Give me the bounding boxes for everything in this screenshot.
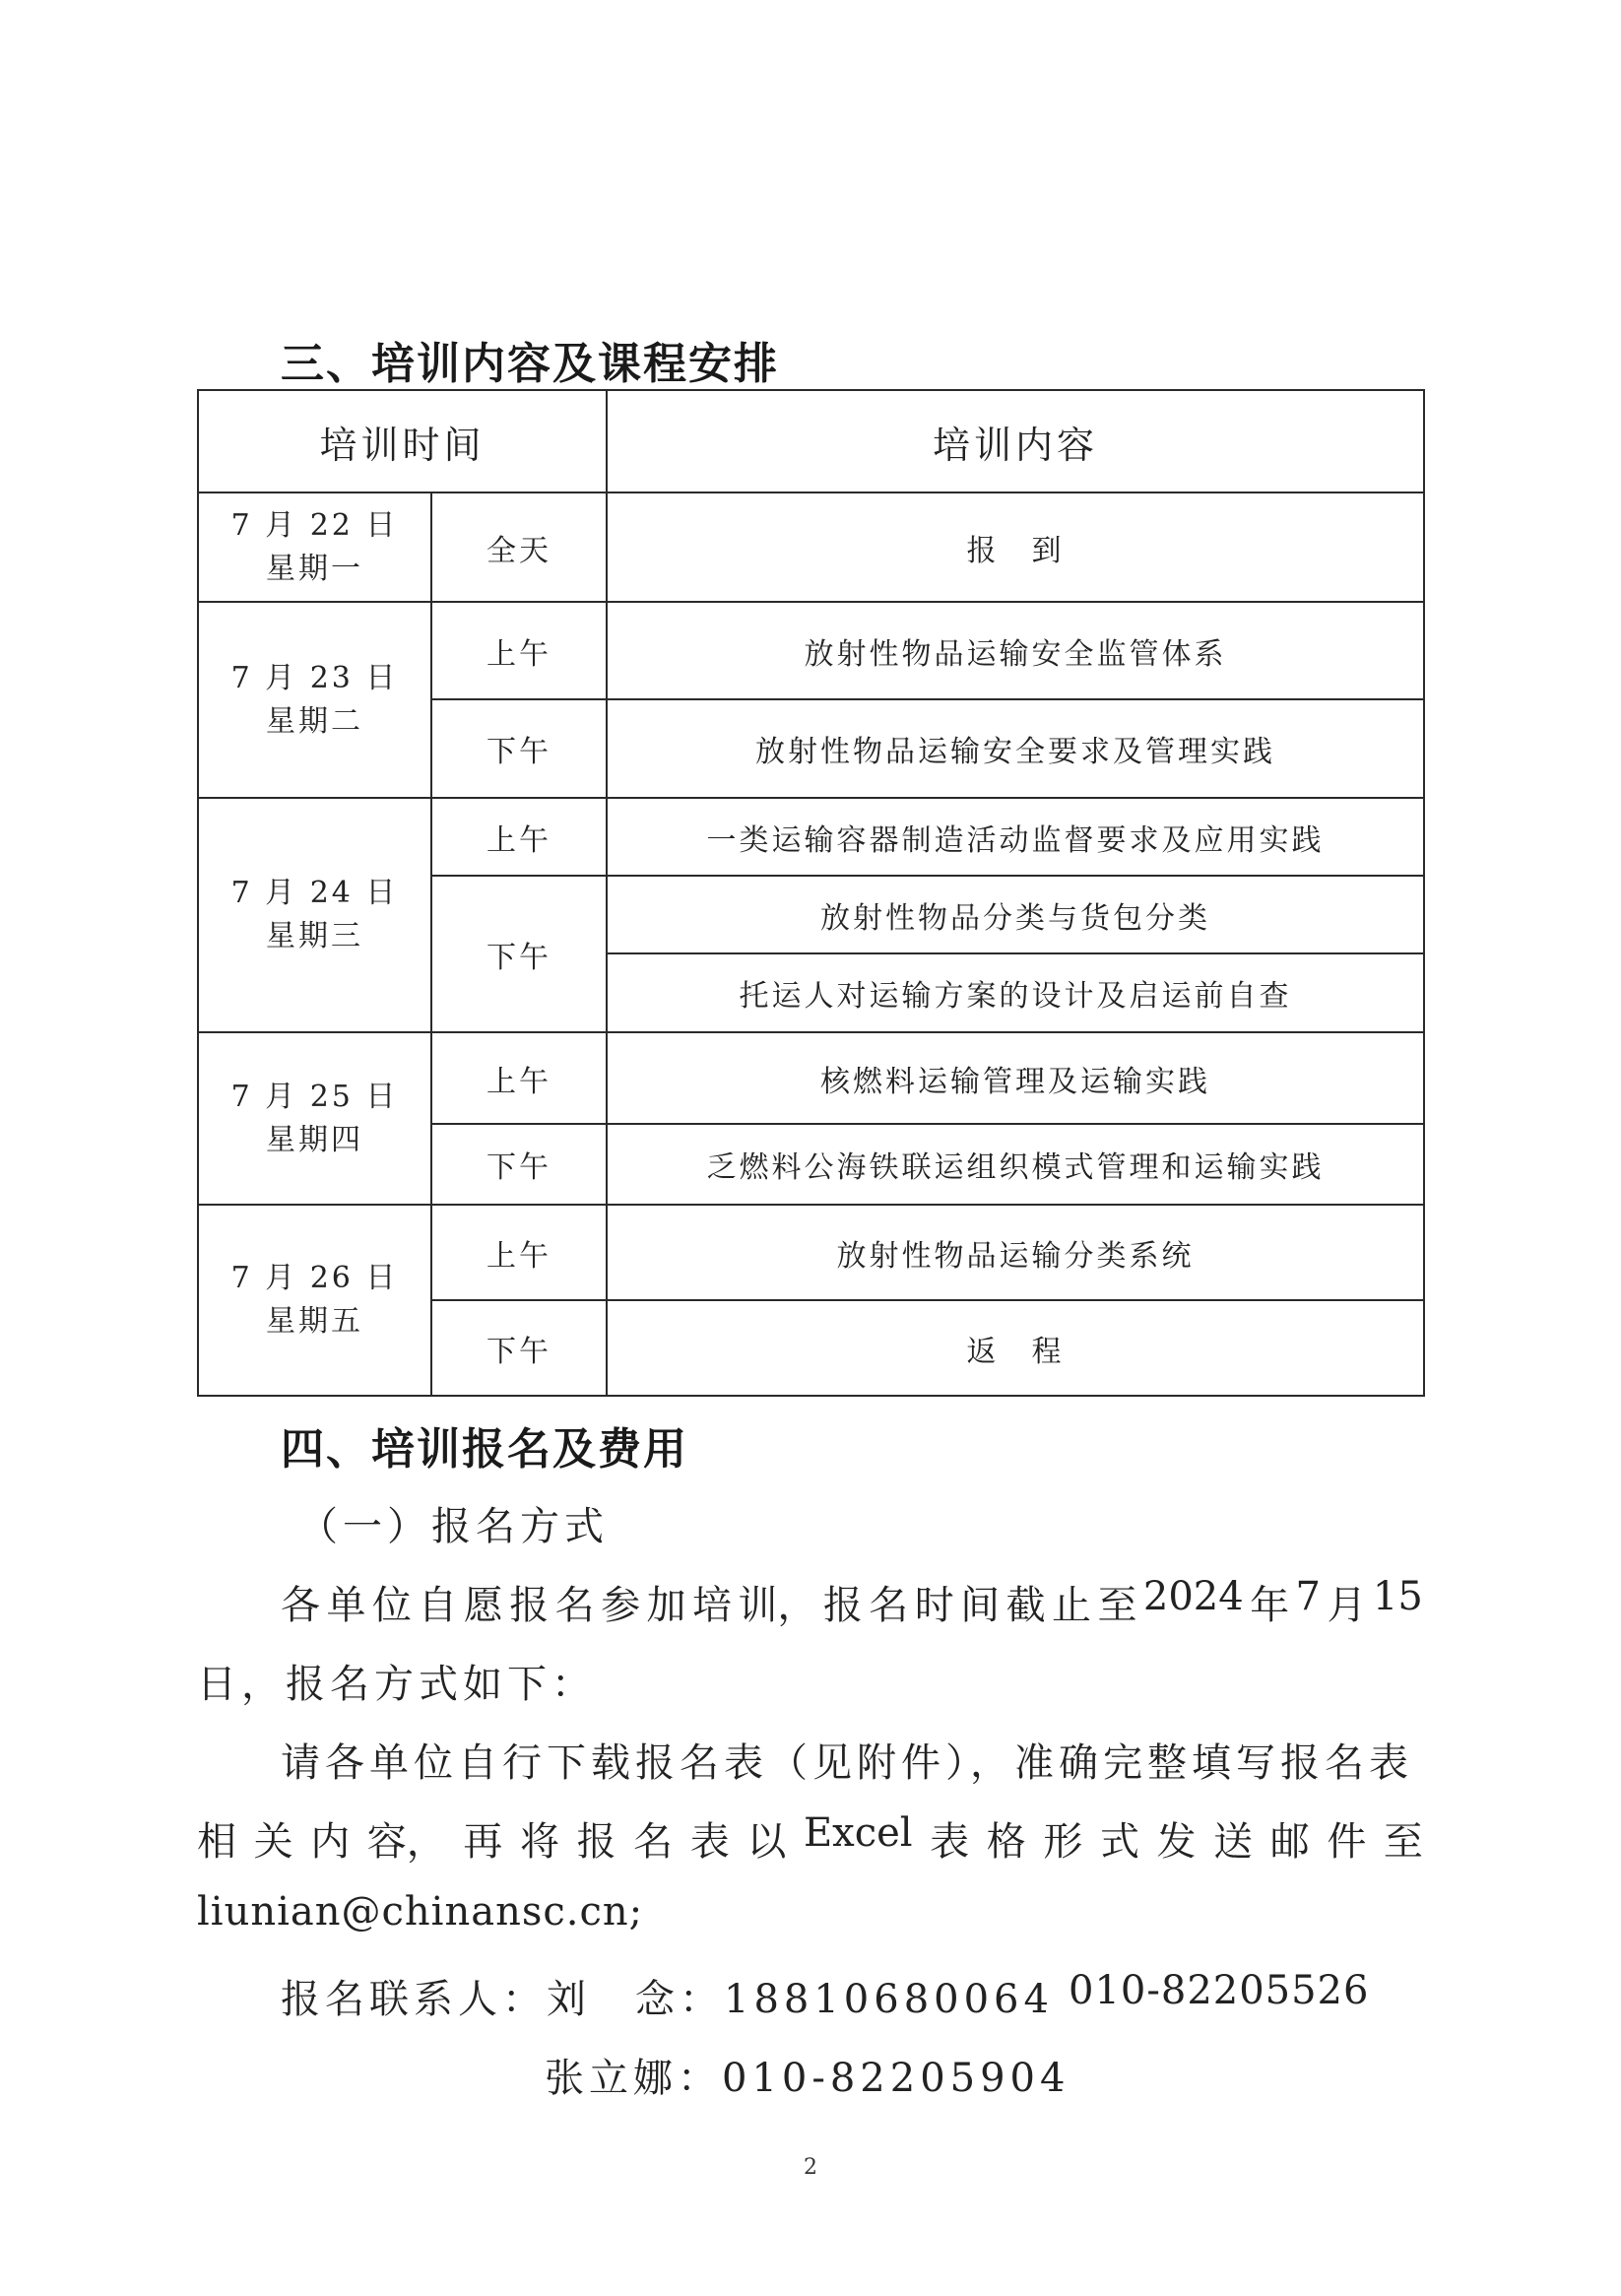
text-token: 参 (601, 1583, 641, 1628)
content-cell: 放射性物品运输安全监管体系 (607, 602, 1424, 699)
text-token: 式 (1099, 1819, 1139, 1865)
text-token: 格 (986, 1819, 1026, 1865)
text-token: 名 (554, 1583, 595, 1628)
period-cell: 下午 (431, 1124, 607, 1205)
paragraph-line (281, 1574, 1423, 1630)
text-token: 愿 (463, 1583, 503, 1628)
content-cell: 放射性物品运输分类系统 (607, 1205, 1424, 1300)
text-token: 培 (691, 1583, 732, 1628)
period-cell: 上午 (431, 1205, 607, 1300)
date-cell (198, 1032, 431, 1205)
text-token: 加 (646, 1583, 686, 1628)
date-cell (198, 798, 431, 1032)
period-cell: 上午 (431, 602, 607, 699)
paragraph-line: 请各单位自行下载报名表（见附件），准确完整填写报名表 (281, 1740, 1413, 1786)
text-token: 容， (366, 1819, 446, 1865)
text-token: 年 (1250, 1583, 1290, 1628)
period-cell: 下午 (431, 1300, 607, 1396)
text-token: 形 (1043, 1819, 1083, 1865)
text-token: 月 (1327, 1583, 1367, 1628)
header-training-content: 培训内容 (607, 390, 1424, 492)
email-address: liunian@chinansc.cn; (197, 1889, 644, 1935)
text-token: 表 (930, 1819, 970, 1865)
contact-primary: 报名联系人：刘 念：18810680064 (281, 1977, 1054, 2022)
content-cell: 乏燃料公海铁联运组织模式管理和运输实践 (607, 1124, 1424, 1205)
weekday: 星期五 (266, 1304, 363, 1339)
content-cell: 核燃料运输管理及运输实践 (607, 1032, 1424, 1124)
content-cell: 报 到 (607, 492, 1424, 602)
content-cell: 放射性物品分类与货包分类 (607, 876, 1424, 953)
text-token: 名 (869, 1583, 909, 1628)
paragraph-line (197, 1810, 1423, 1867)
text-token: 位 (371, 1583, 412, 1628)
text-token: 截 (1005, 1583, 1046, 1628)
text-token: 2024 (1142, 1574, 1244, 1619)
content-cell: 放射性物品运输安全要求及管理实践 (607, 699, 1424, 798)
text-token: 报 (509, 1583, 550, 1628)
text-token: 报 (576, 1819, 616, 1865)
text-token: 关 (253, 1819, 293, 1865)
period-cell: 下午 (431, 699, 607, 798)
text-token: 报 (822, 1583, 863, 1628)
text-token: 间 (960, 1583, 1001, 1628)
text-token: 单 (326, 1583, 366, 1628)
date: 7 月 26 日 (230, 1261, 399, 1295)
text-token: 将 (519, 1819, 559, 1865)
weekday: 星期一 (266, 551, 363, 586)
date: 7 月 22 日 (230, 507, 399, 543)
text-token: 自 (418, 1583, 458, 1628)
date: 7 月 25 日 (230, 1079, 399, 1114)
text-token: 15 (1372, 1574, 1423, 1619)
date-cell (198, 1205, 431, 1396)
period-cell: 全天 (431, 492, 607, 602)
header-training-time: 培训时间 (198, 390, 607, 492)
date: 7 月 23 日 (230, 660, 399, 695)
text-token: 名 (633, 1819, 674, 1865)
date-cell (198, 602, 431, 798)
page-number: 2 (804, 2155, 817, 2180)
section-3-title: 三、培训内容及课程安排 (281, 339, 779, 389)
content-cell: 一类运输容器制造活动监督要求及应用实践 (607, 798, 1424, 876)
paragraph-line: 日，报名方式如下： (197, 1662, 596, 1707)
text-token: 再 (463, 1819, 503, 1865)
text-token: 邮 (1269, 1819, 1310, 1865)
contact-phone-office: 010-82205526 (1069, 1968, 1370, 2013)
date-cell (198, 492, 431, 602)
period-cell: 下午 (431, 876, 607, 1032)
date: 7 月 24 日 (230, 876, 399, 910)
weekday: 星期三 (266, 919, 363, 953)
text-token: 件 (1327, 1819, 1367, 1865)
text-token: 时 (914, 1583, 954, 1628)
text-token: Excel (803, 1810, 913, 1856)
subsection-title: （一）报名方式 (298, 1504, 609, 1549)
text-token: 各 (281, 1583, 320, 1628)
period-cell: 上午 (431, 1032, 607, 1124)
text-token: 7 (1295, 1574, 1321, 1619)
text-token: 至 (1383, 1819, 1423, 1865)
weekday: 星期四 (266, 1122, 363, 1157)
content-cell: 返 程 (607, 1300, 1424, 1396)
text-token: 训， (738, 1583, 817, 1628)
text-token: 表 (689, 1819, 730, 1865)
contact-line (281, 1968, 1370, 2024)
text-token: 内 (310, 1819, 351, 1865)
text-token: 送 (1213, 1819, 1254, 1865)
text-token: 相 (197, 1819, 236, 1865)
text-token: 止 (1052, 1583, 1091, 1628)
text-token: 以 (746, 1819, 787, 1865)
weekday: 星期二 (266, 703, 363, 739)
contact-line: 张立娜：010-82205904 (545, 2056, 1070, 2101)
content-cell: 托运人对运输方案的设计及启运前自查 (607, 953, 1424, 1032)
period-cell: 上午 (431, 798, 607, 876)
text-token: 发 (1156, 1819, 1197, 1865)
schedule-table (197, 389, 1425, 1397)
section-4-title: 四、培训报名及费用 (281, 1424, 688, 1475)
text-token: 至 (1097, 1583, 1137, 1628)
